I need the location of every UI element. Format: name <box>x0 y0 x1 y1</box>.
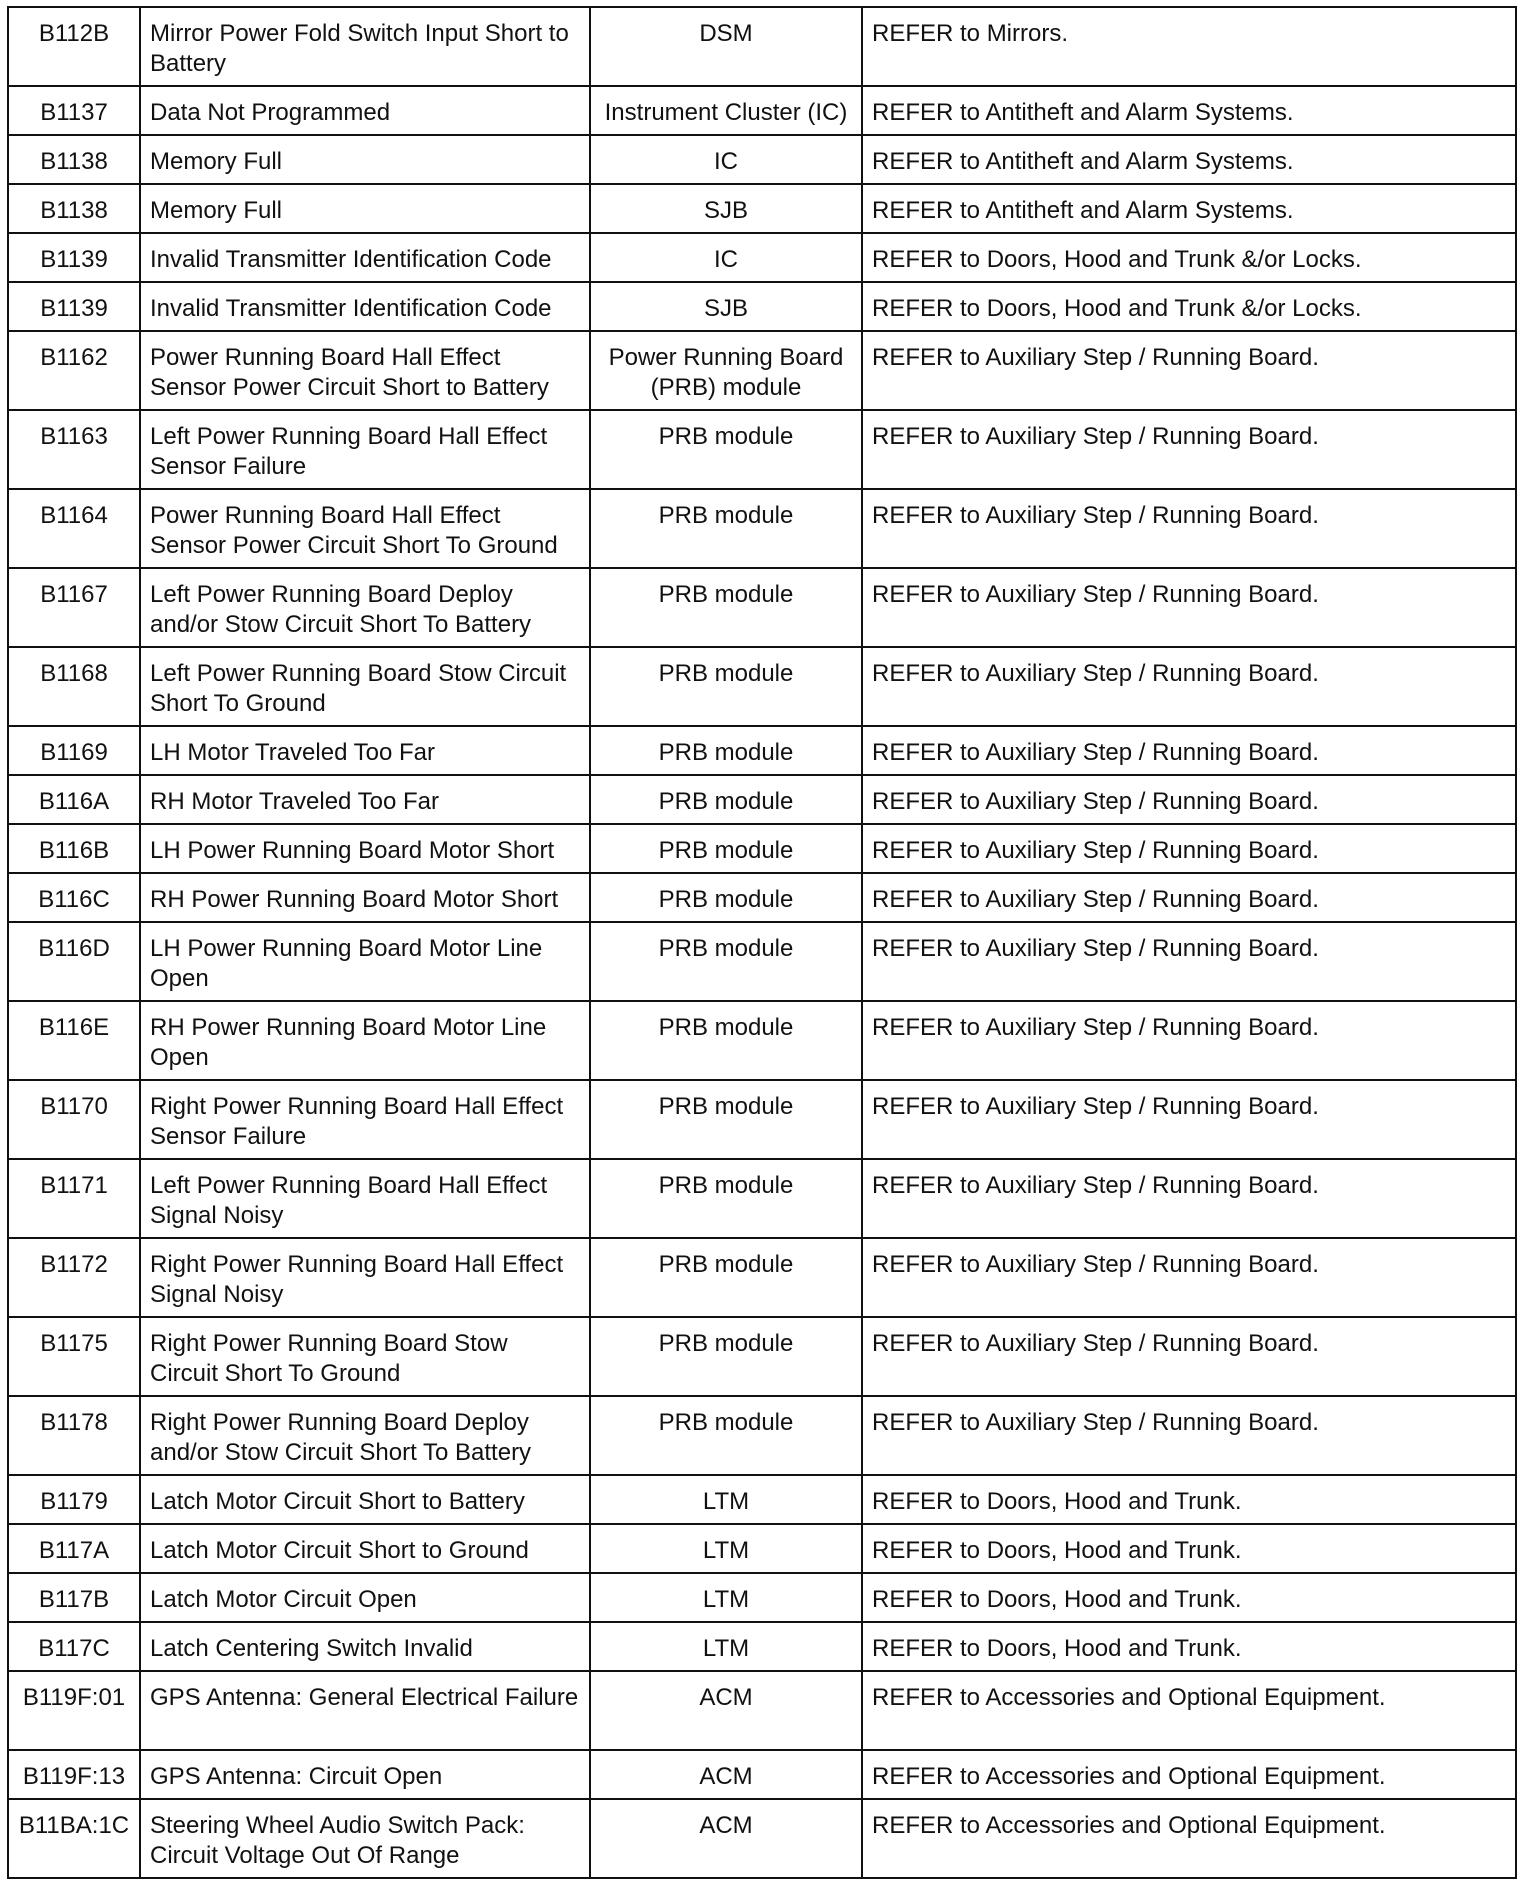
dtc-code: B1162 <box>8 331 140 410</box>
table-row <box>8 135 1516 184</box>
table-row <box>8 1238 1516 1317</box>
dtc-module: LTM <box>590 1573 862 1622</box>
dtc-description: Mirror Power Fold Switch Input Short to Battery <box>140 7 590 86</box>
dtc-module: PRB module <box>590 1317 862 1396</box>
dtc-module: PRB module <box>590 1080 862 1159</box>
dtc-description: Latch Motor Circuit Short to Ground <box>140 1524 590 1573</box>
dtc-action: REFER to Doors, Hood and Trunk &/or Locks. <box>862 233 1516 282</box>
dtc-description: Steering Wheel Audio Switch Pack: Circuit Voltage Out Of Range <box>140 1799 590 1878</box>
dtc-description: Left Power Running Board Hall Effect Signal Noisy <box>140 1159 590 1238</box>
dtc-code: B1179 <box>8 1475 140 1524</box>
dtc-code: B1139 <box>8 233 140 282</box>
dtc-description: Latch Motor Circuit Short to Battery <box>140 1475 590 1524</box>
dtc-description: RH Power Running Board Motor Short <box>140 873 590 922</box>
table-row <box>8 1475 1516 1524</box>
dtc-module: IC <box>590 233 862 282</box>
table-row <box>8 647 1516 726</box>
dtc-code: B1168 <box>8 647 140 726</box>
dtc-code: B1170 <box>8 1080 140 1159</box>
dtc-code: B119F:01 <box>8 1671 140 1750</box>
dtc-module: LTM <box>590 1475 862 1524</box>
dtc-description: RH Motor Traveled Too Far <box>140 775 590 824</box>
table-row <box>8 1080 1516 1159</box>
dtc-action: REFER to Auxiliary Step / Running Board. <box>862 331 1516 410</box>
dtc-description: Left Power Running Board Hall Effect Sensor Failure <box>140 410 590 489</box>
table-row <box>8 873 1516 922</box>
dtc-code: B1171 <box>8 1159 140 1238</box>
dtc-description: Invalid Transmitter Identification Code <box>140 233 590 282</box>
dtc-description: Memory Full <box>140 184 590 233</box>
dtc-action: REFER to Auxiliary Step / Running Board. <box>862 726 1516 775</box>
dtc-code: B1178 <box>8 1396 140 1475</box>
dtc-action: REFER to Doors, Hood and Trunk. <box>862 1475 1516 1524</box>
dtc-module: PRB module <box>590 568 862 647</box>
table-row <box>8 331 1516 410</box>
dtc-action: REFER to Auxiliary Step / Running Board. <box>862 1080 1516 1159</box>
table-row <box>8 1001 1516 1080</box>
dtc-module: PRB module <box>590 489 862 568</box>
dtc-module: PRB module <box>590 922 862 1001</box>
dtc-description: GPS Antenna: General Electrical Failure <box>140 1671 590 1750</box>
dtc-module: SJB <box>590 282 862 331</box>
dtc-action: REFER to Auxiliary Step / Running Board. <box>862 1001 1516 1080</box>
dtc-action: REFER to Mirrors. <box>862 7 1516 86</box>
dtc-code: B11BA:1C <box>8 1799 140 1878</box>
dtc-module: PRB module <box>590 1001 862 1080</box>
dtc-description: RH Power Running Board Motor Line Open <box>140 1001 590 1080</box>
dtc-action: REFER to Auxiliary Step / Running Board. <box>862 1396 1516 1475</box>
dtc-description: LH Power Running Board Motor Line Open <box>140 922 590 1001</box>
table-row <box>8 233 1516 282</box>
dtc-code: B112B <box>8 7 140 86</box>
dtc-code: B117A <box>8 1524 140 1573</box>
dtc-code: B1169 <box>8 726 140 775</box>
dtc-description: Left Power Running Board Deploy and/or Stow Circuit Short To Battery <box>140 568 590 647</box>
dtc-module: PRB module <box>590 873 862 922</box>
dtc-description: Left Power Running Board Stow Circuit Short To Ground <box>140 647 590 726</box>
table-row <box>8 1524 1516 1573</box>
table-row <box>8 824 1516 873</box>
dtc-module: PRB module <box>590 824 862 873</box>
dtc-action: REFER to Auxiliary Step / Running Board. <box>862 775 1516 824</box>
dtc-action: REFER to Accessories and Optional Equipment. <box>862 1671 1516 1750</box>
dtc-description: Latch Centering Switch Invalid <box>140 1622 590 1671</box>
dtc-module: PRB module <box>590 775 862 824</box>
dtc-description: Power Running Board Hall Effect Sensor Power Circuit Short To Ground <box>140 489 590 568</box>
dtc-action: REFER to Doors, Hood and Trunk. <box>862 1573 1516 1622</box>
dtc-table <box>7 6 1517 1879</box>
dtc-action: REFER to Doors, Hood and Trunk &/or Locks. <box>862 282 1516 331</box>
dtc-action: REFER to Auxiliary Step / Running Board. <box>862 647 1516 726</box>
dtc-action: REFER to Antitheft and Alarm Systems. <box>862 135 1516 184</box>
dtc-description: Right Power Running Board Stow Circuit Short To Ground <box>140 1317 590 1396</box>
dtc-description: Memory Full <box>140 135 590 184</box>
table-row <box>8 922 1516 1001</box>
table-row <box>8 568 1516 647</box>
dtc-code: B1163 <box>8 410 140 489</box>
dtc-action: REFER to Doors, Hood and Trunk. <box>862 1524 1516 1573</box>
table-row <box>8 1396 1516 1475</box>
dtc-description: LH Power Running Board Motor Short <box>140 824 590 873</box>
dtc-action: REFER to Auxiliary Step / Running Board. <box>862 568 1516 647</box>
dtc-code: B1167 <box>8 568 140 647</box>
dtc-module: IC <box>590 135 862 184</box>
dtc-code: B116C <box>8 873 140 922</box>
dtc-code: B1137 <box>8 86 140 135</box>
dtc-action: REFER to Accessories and Optional Equipment. <box>862 1799 1516 1878</box>
dtc-code: B119F:13 <box>8 1750 140 1799</box>
dtc-action: REFER to Auxiliary Step / Running Board. <box>862 1317 1516 1396</box>
table-row <box>8 86 1516 135</box>
dtc-module: PRB module <box>590 1159 862 1238</box>
dtc-description: Right Power Running Board Hall Effect Sensor Failure <box>140 1080 590 1159</box>
dtc-code: B1175 <box>8 1317 140 1396</box>
dtc-module: PRB module <box>590 647 862 726</box>
dtc-action: REFER to Accessories and Optional Equipment. <box>862 1750 1516 1799</box>
dtc-code: B117B <box>8 1573 140 1622</box>
table-row <box>8 1317 1516 1396</box>
dtc-code: B116E <box>8 1001 140 1080</box>
dtc-action: REFER to Doors, Hood and Trunk. <box>862 1622 1516 1671</box>
dtc-module: Power Running Board (PRB) module <box>590 331 862 410</box>
dtc-module: ACM <box>590 1750 862 1799</box>
dtc-description: Power Running Board Hall Effect Sensor Power Circuit Short to Battery <box>140 331 590 410</box>
table-row <box>8 489 1516 568</box>
dtc-description: Right Power Running Board Deploy and/or Stow Circuit Short To Battery <box>140 1396 590 1475</box>
dtc-description: Data Not Programmed <box>140 86 590 135</box>
dtc-action: REFER to Antitheft and Alarm Systems. <box>862 184 1516 233</box>
dtc-code: B116A <box>8 775 140 824</box>
table-row <box>8 1750 1516 1799</box>
dtc-action: REFER to Auxiliary Step / Running Board. <box>862 1159 1516 1238</box>
dtc-action: REFER to Auxiliary Step / Running Board. <box>862 410 1516 489</box>
table-row <box>8 775 1516 824</box>
table-row <box>8 282 1516 331</box>
dtc-code: B1139 <box>8 282 140 331</box>
dtc-module: PRB module <box>590 410 862 489</box>
dtc-module: ACM <box>590 1799 862 1878</box>
table-row <box>8 1671 1516 1750</box>
dtc-code: B116B <box>8 824 140 873</box>
dtc-module: LTM <box>590 1622 862 1671</box>
dtc-code: B117C <box>8 1622 140 1671</box>
dtc-code: B1138 <box>8 184 140 233</box>
table-row <box>8 726 1516 775</box>
dtc-module: ACM <box>590 1671 862 1750</box>
dtc-description: Invalid Transmitter Identification Code <box>140 282 590 331</box>
dtc-action: REFER to Auxiliary Step / Running Board. <box>862 922 1516 1001</box>
dtc-action: REFER to Auxiliary Step / Running Board. <box>862 489 1516 568</box>
table-row <box>8 7 1516 86</box>
dtc-action: REFER to Auxiliary Step / Running Board. <box>862 1238 1516 1317</box>
dtc-description: GPS Antenna: Circuit Open <box>140 1750 590 1799</box>
dtc-code: B1172 <box>8 1238 140 1317</box>
table-row <box>8 1159 1516 1238</box>
dtc-module: PRB module <box>590 1396 862 1475</box>
dtc-module: PRB module <box>590 726 862 775</box>
dtc-module: SJB <box>590 184 862 233</box>
dtc-code: B116D <box>8 922 140 1001</box>
table-row <box>8 184 1516 233</box>
dtc-module: LTM <box>590 1524 862 1573</box>
table-row <box>8 1573 1516 1622</box>
dtc-code: B1138 <box>8 135 140 184</box>
dtc-description: Right Power Running Board Hall Effect Signal Noisy <box>140 1238 590 1317</box>
dtc-action: REFER to Antitheft and Alarm Systems. <box>862 86 1516 135</box>
table-row <box>8 1799 1516 1878</box>
table-row <box>8 410 1516 489</box>
dtc-action: REFER to Auxiliary Step / Running Board. <box>862 873 1516 922</box>
dtc-module: Instrument Cluster (IC) <box>590 86 862 135</box>
dtc-code: B1164 <box>8 489 140 568</box>
dtc-description: Latch Motor Circuit Open <box>140 1573 590 1622</box>
table-row <box>8 1622 1516 1671</box>
dtc-action: REFER to Auxiliary Step / Running Board. <box>862 824 1516 873</box>
dtc-description: LH Motor Traveled Too Far <box>140 726 590 775</box>
dtc-module: DSM <box>590 7 862 86</box>
dtc-module: PRB module <box>590 1238 862 1317</box>
